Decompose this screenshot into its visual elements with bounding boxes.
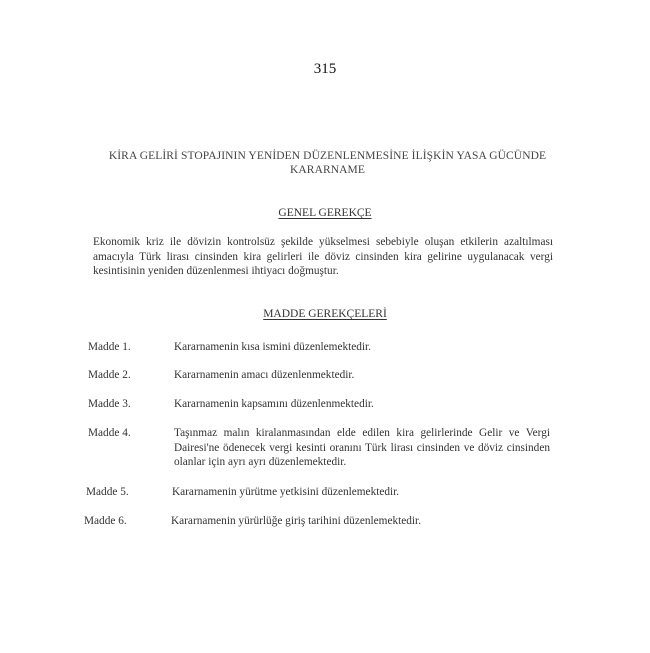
article-text: Kararnamenin kapsamını düzenlenmektedir. (174, 398, 374, 410)
article-rationales-heading-text: MADDE GEREKÇELERİ (263, 308, 387, 320)
general-rationale-heading (0, 207, 650, 219)
article-rationales-heading (0, 308, 650, 320)
article-text: Kararnamenin yürütme yetkisini düzenlemektedir. (172, 486, 400, 498)
article-text: Kararnamenin yürürlüğe giriş tarihini düzenlemektedir. (171, 515, 422, 527)
article-label: Madde 3. (88, 398, 131, 410)
article-label: Madde 6. (84, 515, 127, 527)
article-text: Taşınmaz malın kiralanmasından elde edilen kira gelirlerinde Gelir ve Vergi Dairesi'ne ödenecek vergi kesinti oranını Türk lirası cinsinden ve döviz cinsinden olanlar için ayrı ayrı düzenlemektedir. (174, 427, 550, 468)
general-rationale-heading-text: GENEL GEREKÇE (278, 207, 372, 219)
page-number: 315 (313, 61, 337, 77)
document-title: KİRA GELİRİ STOPAJININ YENİDEN DÜZENLENMESİNE İLİŞKİN YASA GÜCÜNDE KARARNAME (108, 150, 547, 176)
article-text: Kararnamenin kısa ismini düzenlemektedir. (174, 341, 372, 353)
article-label: Madde 4. (88, 427, 131, 439)
article-label: Madde 1. (88, 341, 131, 353)
general-rationale-paragraph: Ekonomik kriz ile dövizin kontrolsüz şekilde yükselmesi sebebiyle oluşan etkilerin azaltılması amacıyla Türk lirası cinsinden kira gelirleri ile döviz cinsinden kira gelirine uygulanacak vergi kesintisinin yeniden düzenlenmesi ihtiyacı doğmuştur. (93, 236, 553, 277)
article-label: Madde 2. (88, 369, 131, 381)
article-text: Kararnamenin amacı düzenlenmektedir. (174, 369, 355, 381)
article-label: Madde 5. (86, 486, 129, 498)
